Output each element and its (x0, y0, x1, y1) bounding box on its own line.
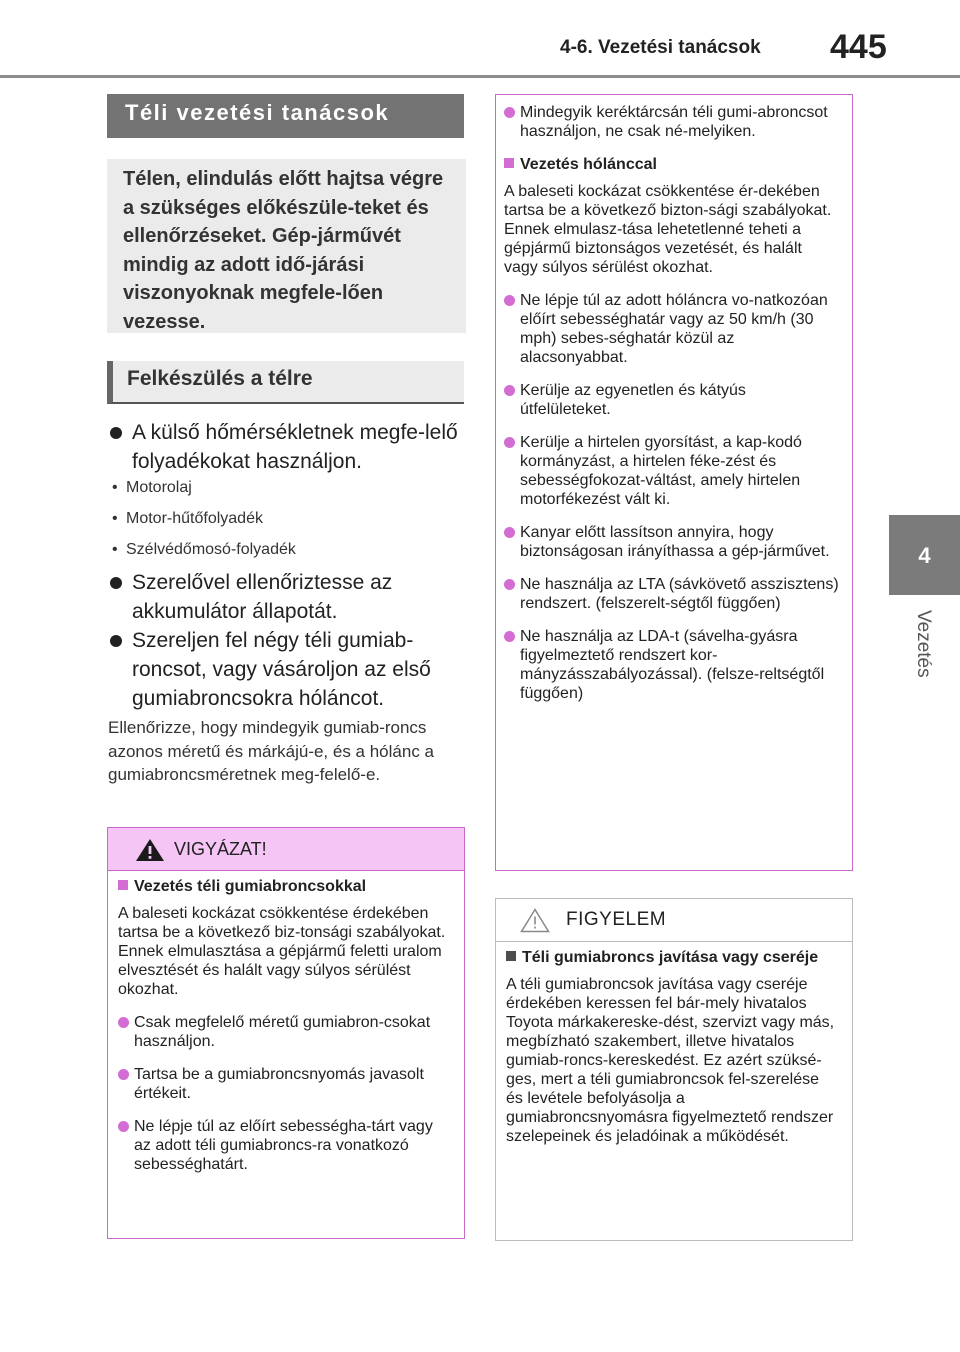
warning-item (504, 575, 840, 613)
snow-chain-body: A baleseti kockázat csökkentése ér-dekében tartsa be a következő bizton-sági szabályokat. Ennek elmulasz-tása lehetetlenné teheti a gépjármű biztonságos vezetését, és halált vagy súlyos sérülést okozhat. (504, 183, 832, 276)
caution-header (108, 828, 464, 871)
caution-heading-text: Vezetés téli gumiabroncsokkal (134, 878, 367, 895)
warning-item-text: Mindegyik keréktárcsán téli gumi-abroncsot használjon, ne csak né-melyiken. (520, 104, 828, 140)
notice-label: FIGYELEM (566, 909, 667, 930)
tire-paragraph: Ellenőrizze, hogy mindegyik gumiab-roncs azonos méretű és márkájú-e, és a hólánc a gumiabroncsméretnek meg-felelő-e. (108, 718, 435, 784)
circle-bullet-icon (118, 1017, 129, 1028)
caution-body (108, 871, 464, 1174)
circle-bullet-icon (504, 579, 515, 590)
warning-item (504, 433, 840, 509)
warning-item (504, 291, 840, 367)
caution-item-text: Tartsa be a gumiabroncsnyomás javasolt értékeit. (134, 1066, 424, 1102)
notice-heading (506, 948, 840, 967)
header-section-title: 4-6. Vezetési tanácsok (560, 37, 761, 58)
warning-item (504, 103, 840, 141)
square-bullet-icon (504, 158, 514, 168)
warning-item-text: Ne használja az LDA-t (sávelha-gyásra figyelmeztető rendszert kor-mányzásszabályozással). (felsze-reltségtől függően) (520, 628, 825, 702)
bullet-item (108, 568, 458, 626)
warning-item-text: Kerülje az egyenetlen és kátyús útfelületeket. (520, 382, 746, 418)
page-number: 445 (830, 28, 887, 66)
fluid-text: Szélvédőmosó-folyadék (126, 541, 296, 558)
fluid-item: • Motor-hűtőfolyadék (112, 510, 263, 527)
notice-triangle-icon (520, 908, 550, 933)
warning-triangle-icon (135, 838, 165, 862)
warning-item-text: Kerülje a hirtelen gyorsítást, a kap-kodó kormányzást, a hirtelen féke-zést és sebességfokozat-váltást, amely hirtelen motorfékezést vált ki. (520, 434, 802, 508)
caution-item (118, 1117, 452, 1174)
page-title: Téli vezetési tanácsok (107, 94, 464, 138)
circle-bullet-icon (504, 107, 515, 118)
caution-heading (118, 877, 452, 896)
circle-bullet-icon (504, 437, 515, 448)
circle-bullet-icon (504, 385, 515, 396)
circle-bullet-icon (504, 631, 515, 642)
caution-label: VIGYÁZAT! (174, 839, 267, 859)
snow-chain-heading-text: Vezetés hólánccal (520, 156, 657, 173)
bullet-text: A külső hőmérsékletnek megfe-lelő folyadékokat használjon. (132, 421, 458, 473)
caution-body-text: A baleseti kockázat csökkentése érdekében tartsa be a következő biz-tonsági szabályokat. Ennek elmulasztása a gépjármű feletti uralom elvesztését és halált vagy súlyos sérülést okozhat. (118, 905, 446, 998)
warning-item-text: Kanyar előtt lassítson annyira, hogy biztonságosan irányíthassa a gép-járművet. (520, 524, 830, 560)
fluid-text: Motorolaj (126, 479, 192, 496)
fluid-item: • Motorolaj (112, 479, 192, 496)
square-bullet-icon (506, 951, 516, 961)
caution-box (107, 827, 465, 1239)
fluid-text: Motor-hűtőfolyadék (126, 510, 263, 527)
square-bullet-icon (118, 880, 128, 890)
chapter-label-container (893, 610, 955, 740)
bullet-item (108, 418, 458, 476)
bullet-text: Szerelővel ellenőriztesse az akkumulátor állapotát. (132, 571, 393, 623)
warning-continued-box (495, 94, 853, 871)
notice-heading-text: Téli gumiabroncs javítása vagy cseréje (522, 949, 819, 966)
circle-bullet-icon (504, 527, 515, 538)
circle-bullet-icon (118, 1069, 129, 1080)
bullet-dot-icon (110, 635, 122, 647)
warning-item (504, 523, 840, 561)
notice-box (495, 898, 853, 1241)
bullet-item (108, 626, 458, 713)
notice-body (496, 942, 852, 1146)
warning-item-text: Ne használja az LTA (sávkövető asszisztens) rendszert. (felszerelt-ségtől függően) (520, 576, 839, 612)
chapter-tab (889, 515, 960, 595)
snow-chain-heading (504, 155, 840, 174)
caution-item-text: Ne lépje túl az előírt sebességha-tárt vagy az adott téli gumiabroncs-ra vonatkozó sebességhatárt. (134, 1118, 433, 1173)
bullet-dot-icon (110, 577, 122, 589)
circle-bullet-icon (504, 295, 515, 306)
caution-item-text: Csak megfelelő méretű gumiabron-csokat használjon. (134, 1014, 431, 1050)
warning-item (504, 627, 840, 703)
circle-bullet-icon (118, 1121, 129, 1132)
header-divider (0, 75, 960, 78)
intro-box (107, 159, 466, 333)
chapter-label: Vezetés (913, 610, 934, 678)
bullet-dot-icon (110, 427, 122, 439)
notice-body-text: A téli gumiabroncsok javítása vagy cseréje érdekében keressen fel bár-mely hivatalos Toyota márkakereske-dést, szervizt vagy más, megbízható szakembert, illetve hivatalos gumiab-roncs-kereskedést. Ez azért szüksé-ges, mert a téli gumiabroncsok fel-szerelése és levétele befolyásolja a gumiabroncsnyomásra figyelmeztető rendszer szelepeinek és jeladóinak a működését. (506, 976, 835, 1145)
warning-item-text: Ne lépje túl az adott hóláncra vo-natkozóan előírt sebességhatár vagy az 50 km/h (30 mph) sebes-séghatár közül az alacsonyabbat. (520, 292, 828, 366)
intro-text: Télen, elindulás előtt hajtsa végre a szükséges előkészüle-teket és ellenőrzéseket. Gép-járművét mindig az adott idő-járási viszonyoknak megfele-lően vezesse. (123, 168, 444, 333)
warning-item (504, 381, 840, 419)
chapter-number: 4 (918, 543, 931, 568)
caution-item (118, 1065, 452, 1103)
caution-item (118, 1013, 452, 1051)
notice-header (496, 899, 852, 942)
section-subtitle: Felkészülés a télre (107, 361, 464, 404)
bullet-text: Szereljen fel négy téli gumiab-roncsot, vagy vásároljon az első gumiabroncsokra hóláncot. (132, 629, 431, 710)
fluid-item: • Szélvédőmosó-folyadék (112, 541, 296, 558)
